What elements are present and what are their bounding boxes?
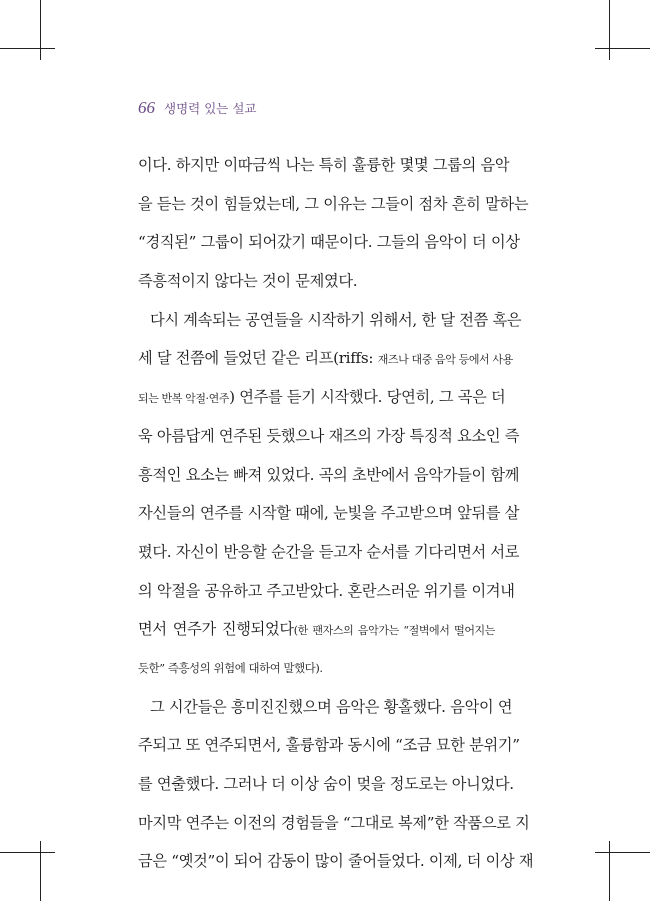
crop-mark-bottom-left bbox=[40, 841, 41, 901]
text-line: 욱 아름답게 연주된 듯했으나 재즈의 가장 특징적 요소인 즉 bbox=[138, 426, 520, 445]
running-title: 생명력 있는 설교 bbox=[164, 101, 257, 116]
running-header bbox=[138, 98, 256, 118]
text-line bbox=[138, 612, 495, 651]
text-line: 를 연출했다. 그러나 더 이상 숨이 멎을 정도로는 아니었다. bbox=[138, 775, 514, 793]
text-line bbox=[138, 380, 506, 419]
body-text bbox=[138, 148, 534, 883]
text-line: 흥적인 요소는 빠져 있었다. 곡의 초반에서 음악가들이 함께 bbox=[138, 465, 520, 484]
text-line: 의 악절을 공유하고 주고받았다. 혼란스러운 위기를 이겨내 bbox=[138, 581, 515, 600]
text-line: 을 듣는 것이 힘들었는데, 그 이유는 그들이 점차 흔히 말하는 bbox=[138, 194, 529, 213]
text-line: 자신들의 연주를 시작할 때에, 눈빛을 주고받으며 앞뒤를 살 bbox=[138, 504, 520, 523]
text-line: 다시 계속되는 공연들을 시작하기 위해서, 한 달 전쯤 혹은 bbox=[150, 310, 522, 329]
text-line: 듯한” 즉흥성의 위험에 대하여 말했다). bbox=[138, 660, 323, 675]
crop-mark-bottom-right bbox=[609, 841, 610, 901]
crop-mark-bottom-left bbox=[0, 852, 55, 853]
annotation-run: 재즈나 대중 음악 등에서 사용 bbox=[377, 353, 513, 367]
crop-mark-top-left bbox=[40, 0, 41, 60]
page-number: 66 bbox=[138, 98, 155, 117]
annotation-run: 되는 반복 악절·연주 bbox=[138, 392, 230, 406]
text-line bbox=[138, 341, 513, 380]
text-run: ) 연주를 듣기 시작했다. 당연히, 그 곡은 더 bbox=[229, 388, 506, 407]
crop-mark-top-right bbox=[609, 0, 610, 60]
text-line: 폈다. 자신이 반응할 순간을 듣고자 순서를 기다리면서 서로 bbox=[138, 542, 520, 561]
text-line: 금은 “옛것”이 되어 감동이 많이 줄어들었다. 이제, 더 이상 재 bbox=[138, 852, 534, 871]
text-line: 즉흥적이지 않다는 것이 문제였다. bbox=[138, 272, 358, 291]
crop-mark-bottom-right bbox=[595, 852, 650, 853]
text-run: 세 달 전쯤에 들었던 같은 리프(riffs: bbox=[138, 349, 378, 368]
text-line: 이다. 하지만 이따금씩 나는 특히 훌륭한 몇몇 그룹의 음악 bbox=[138, 156, 510, 174]
crop-mark-top-right bbox=[595, 48, 650, 49]
text-line: 주되고 또 연주되면서, 훌륭함과 동시에 “조금 묘한 분위기” bbox=[138, 736, 520, 755]
text-line: 그 시간들은 흥미진진했으며 음악은 황홀했다. 음악이 연 bbox=[150, 697, 513, 716]
text-line: “경직된” 그룹이 되어갔기 때문이다. 그들의 음악이 더 이상 bbox=[138, 233, 520, 252]
crop-mark-top-left bbox=[0, 48, 55, 49]
text-line: 마지막 연주는 이전의 경험들을 “그대로 복제”한 작품으로 지 bbox=[138, 813, 530, 832]
annotation-run: (한 팬자스의 음악가는 “절벽에서 떨어지는 bbox=[293, 624, 495, 638]
text-run: 면서 연주가 진행되었다 bbox=[138, 620, 294, 639]
